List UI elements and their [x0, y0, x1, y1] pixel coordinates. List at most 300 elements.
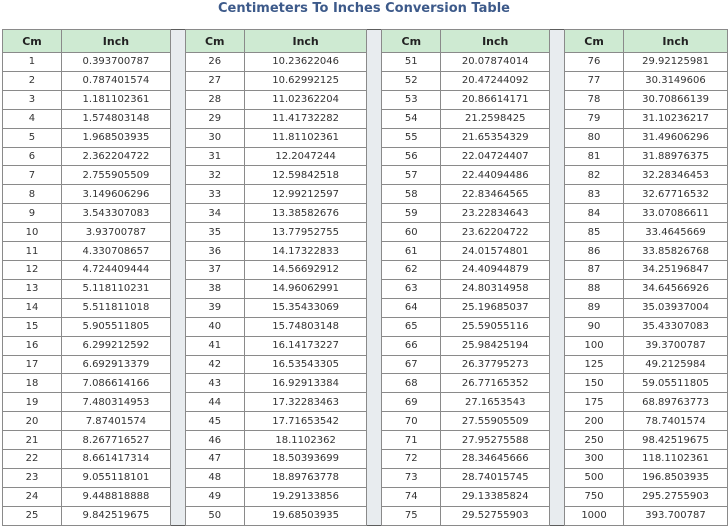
table-row — [382, 71, 550, 90]
inch-value: 2.755905509 — [61, 166, 170, 185]
inch-value: 17.71653542 — [244, 412, 367, 431]
table-row — [382, 412, 550, 431]
table-row — [185, 450, 367, 469]
inch-value: 23.22834643 — [441, 204, 550, 223]
table-row — [565, 204, 728, 223]
inch-value: 35.43307083 — [624, 317, 728, 336]
cm-value: 4 — [3, 109, 62, 128]
cm-value: 49 — [185, 487, 244, 506]
cm-value: 55 — [382, 128, 441, 147]
table-row — [185, 90, 367, 109]
table-row — [382, 223, 550, 242]
cm-value: 69 — [382, 393, 441, 412]
cm-value: 12 — [3, 260, 62, 279]
inch-value: 3.543307083 — [61, 204, 170, 223]
table-row — [382, 431, 550, 450]
cm-value: 33 — [185, 185, 244, 204]
table-row — [185, 166, 367, 185]
inch-value: 12.59842518 — [244, 166, 367, 185]
table-row — [382, 109, 550, 128]
inch-value: 10.23622046 — [244, 53, 367, 72]
table-row — [185, 279, 367, 298]
inch-value: 1.574803148 — [61, 109, 170, 128]
cm-value: 1 — [3, 53, 62, 72]
header-row — [565, 30, 728, 53]
cm-value: 29 — [185, 109, 244, 128]
table-row — [3, 279, 171, 298]
cm-value: 42 — [185, 355, 244, 374]
inch-value: 14.96062991 — [244, 279, 367, 298]
table-row — [382, 374, 550, 393]
table-row — [185, 185, 367, 204]
table-row — [3, 185, 171, 204]
table-row — [3, 53, 171, 72]
cm-value: 15 — [3, 317, 62, 336]
table-row — [185, 355, 367, 374]
cm-value: 35 — [185, 223, 244, 242]
cm-value: 25 — [3, 506, 62, 525]
table-row — [185, 412, 367, 431]
column-header-inch: Inch — [61, 30, 170, 53]
inch-value: 33.4645669 — [624, 223, 728, 242]
inch-value: 9.448818888 — [61, 487, 170, 506]
cm-value: 10 — [3, 223, 62, 242]
table-row — [565, 147, 728, 166]
conversion-table-1 — [2, 29, 171, 526]
table-separator — [367, 29, 381, 526]
cm-value: 7 — [3, 166, 62, 185]
cm-value: 24 — [3, 487, 62, 506]
cm-value: 71 — [382, 431, 441, 450]
cm-value: 66 — [382, 336, 441, 355]
inch-value: 11.81102361 — [244, 128, 367, 147]
cm-value: 30 — [185, 128, 244, 147]
table-separator — [171, 29, 185, 526]
cm-value: 17 — [3, 355, 62, 374]
inch-value: 32.67716532 — [624, 185, 728, 204]
cm-value: 100 — [565, 336, 624, 355]
cm-value: 40 — [185, 317, 244, 336]
inch-value: 27.95275588 — [441, 431, 550, 450]
inch-value: 31.10236217 — [624, 109, 728, 128]
inch-value: 39.3700787 — [624, 336, 728, 355]
cm-value: 90 — [565, 317, 624, 336]
table-row — [185, 204, 367, 223]
cm-value: 72 — [382, 450, 441, 469]
inch-value: 4.330708657 — [61, 242, 170, 261]
inch-value: 13.77952755 — [244, 223, 367, 242]
cm-value: 75 — [382, 506, 441, 525]
table-row — [382, 53, 550, 72]
cm-value: 56 — [382, 147, 441, 166]
inch-value: 12.99212597 — [244, 185, 367, 204]
inch-value: 13.38582676 — [244, 204, 367, 223]
page-title: Centimeters To Inches Conversion Table — [218, 1, 510, 16]
inch-value: 196.8503935 — [624, 468, 728, 487]
cm-value: 84 — [565, 204, 624, 223]
cm-value: 16 — [3, 336, 62, 355]
conversion-tables — [2, 29, 728, 526]
table-row — [382, 166, 550, 185]
inch-value: 1.968503935 — [61, 128, 170, 147]
inch-value: 4.724409444 — [61, 260, 170, 279]
inch-value: 3.149606296 — [61, 185, 170, 204]
cm-value: 81 — [565, 147, 624, 166]
inch-value: 118.1102361 — [624, 450, 728, 469]
header-row — [185, 30, 367, 53]
table-row — [185, 242, 367, 261]
inch-value: 25.19685037 — [441, 298, 550, 317]
cm-value: 73 — [382, 468, 441, 487]
inch-value: 18.89763778 — [244, 468, 367, 487]
table-row — [565, 431, 728, 450]
header-row — [3, 30, 171, 53]
table-row — [382, 317, 550, 336]
cm-value: 68 — [382, 374, 441, 393]
column-header-cm: Cm — [565, 30, 624, 53]
table-row — [382, 450, 550, 469]
cm-value: 21 — [3, 431, 62, 450]
inch-value: 22.04724407 — [441, 147, 550, 166]
table-row — [382, 242, 550, 261]
inch-value: 25.59055116 — [441, 317, 550, 336]
inch-value: 28.74015745 — [441, 468, 550, 487]
table-row — [382, 487, 550, 506]
cm-value: 80 — [565, 128, 624, 147]
cm-value: 22 — [3, 450, 62, 469]
cm-value: 67 — [382, 355, 441, 374]
cm-value: 6 — [3, 147, 62, 166]
cm-value: 70 — [382, 412, 441, 431]
cm-value: 60 — [382, 223, 441, 242]
column-header-cm: Cm — [382, 30, 441, 53]
cm-value: 14 — [3, 298, 62, 317]
cm-value: 65 — [382, 317, 441, 336]
cm-value: 52 — [382, 71, 441, 90]
table-row — [3, 355, 171, 374]
cm-value: 74 — [382, 487, 441, 506]
table-row — [3, 393, 171, 412]
inch-value: 30.70866139 — [624, 90, 728, 109]
inch-value: 22.44094486 — [441, 166, 550, 185]
cm-value: 125 — [565, 355, 624, 374]
table-row — [3, 468, 171, 487]
cm-value: 200 — [565, 412, 624, 431]
conversion-table-3 — [381, 29, 550, 526]
inch-value: 19.29133856 — [244, 487, 367, 506]
inch-value: 25.98425194 — [441, 336, 550, 355]
inch-value: 20.86614171 — [441, 90, 550, 109]
table-row — [565, 487, 728, 506]
cm-value: 23 — [3, 468, 62, 487]
inch-value: 11.02362204 — [244, 90, 367, 109]
cm-value: 45 — [185, 412, 244, 431]
column-header-inch: Inch — [441, 30, 550, 53]
cm-value: 43 — [185, 374, 244, 393]
inch-value: 295.2755903 — [624, 487, 728, 506]
table-row — [565, 506, 728, 525]
table-row — [3, 90, 171, 109]
cm-value: 28 — [185, 90, 244, 109]
table-row — [382, 185, 550, 204]
inch-value: 34.64566926 — [624, 279, 728, 298]
cm-value: 39 — [185, 298, 244, 317]
inch-value: 19.68503935 — [244, 506, 367, 525]
table-row — [565, 109, 728, 128]
table-row — [382, 279, 550, 298]
inch-value: 26.37795273 — [441, 355, 550, 374]
inch-value: 0.787401574 — [61, 71, 170, 90]
cm-value: 37 — [185, 260, 244, 279]
table-row — [3, 166, 171, 185]
cm-value: 20 — [3, 412, 62, 431]
inch-value: 0.393700787 — [61, 53, 170, 72]
cm-value: 32 — [185, 166, 244, 185]
cm-value: 34 — [185, 204, 244, 223]
inch-value: 9.055118101 — [61, 468, 170, 487]
table-row — [185, 317, 367, 336]
table-row — [185, 336, 367, 355]
inch-value: 8.267716527 — [61, 431, 170, 450]
table-row — [382, 506, 550, 525]
table-row — [565, 128, 728, 147]
inch-value: 7.87401574 — [61, 412, 170, 431]
table-row — [185, 393, 367, 412]
cm-value: 79 — [565, 109, 624, 128]
inch-value: 5.118110231 — [61, 279, 170, 298]
cm-value: 59 — [382, 204, 441, 223]
inch-value: 24.40944879 — [441, 260, 550, 279]
cm-value: 62 — [382, 260, 441, 279]
table-row — [382, 90, 550, 109]
table-row — [382, 260, 550, 279]
cm-value: 64 — [382, 298, 441, 317]
table-row — [185, 147, 367, 166]
cm-value: 27 — [185, 71, 244, 90]
inch-value: 20.07874014 — [441, 53, 550, 72]
cm-value: 250 — [565, 431, 624, 450]
table-row — [185, 468, 367, 487]
cm-value: 41 — [185, 336, 244, 355]
table-row — [3, 223, 171, 242]
inch-value: 3.93700787 — [61, 223, 170, 242]
inch-value: 2.362204722 — [61, 147, 170, 166]
table-row — [565, 393, 728, 412]
table-row — [3, 109, 171, 128]
table-row — [185, 298, 367, 317]
inch-value: 21.65354329 — [441, 128, 550, 147]
cm-value: 300 — [565, 450, 624, 469]
table-row — [565, 317, 728, 336]
conversion-table-4 — [564, 29, 728, 526]
inch-value: 16.14173227 — [244, 336, 367, 355]
cm-value: 51 — [382, 53, 441, 72]
cm-value: 8 — [3, 185, 62, 204]
inch-value: 6.299212592 — [61, 336, 170, 355]
cm-value: 82 — [565, 166, 624, 185]
cm-value: 11 — [3, 242, 62, 261]
table-row — [3, 317, 171, 336]
table-row — [565, 374, 728, 393]
inch-value: 28.34645666 — [441, 450, 550, 469]
table-row — [185, 128, 367, 147]
table-row — [382, 468, 550, 487]
cm-value: 150 — [565, 374, 624, 393]
cm-value: 47 — [185, 450, 244, 469]
cm-value: 86 — [565, 242, 624, 261]
inch-value: 20.47244092 — [441, 71, 550, 90]
inch-value: 5.905511805 — [61, 317, 170, 336]
table-row — [565, 279, 728, 298]
cm-value: 750 — [565, 487, 624, 506]
column-header-cm: Cm — [185, 30, 244, 53]
table-row — [185, 53, 367, 72]
inch-value: 33.07086611 — [624, 204, 728, 223]
inch-value: 7.480314953 — [61, 393, 170, 412]
cm-value: 50 — [185, 506, 244, 525]
cm-value: 36 — [185, 242, 244, 261]
inch-value: 1.181102361 — [61, 90, 170, 109]
inch-value: 15.35433069 — [244, 298, 367, 317]
table-row — [565, 185, 728, 204]
inch-value: 27.1653543 — [441, 393, 550, 412]
table-row — [565, 412, 728, 431]
table-row — [3, 147, 171, 166]
column-header-inch: Inch — [244, 30, 367, 53]
inch-value: 12.2047244 — [244, 147, 367, 166]
inch-value: 7.086614166 — [61, 374, 170, 393]
table-row — [3, 71, 171, 90]
table-row — [3, 242, 171, 261]
table-row — [3, 204, 171, 223]
header-row — [382, 30, 550, 53]
table-row — [382, 298, 550, 317]
cm-value: 44 — [185, 393, 244, 412]
cm-value: 46 — [185, 431, 244, 450]
inch-value: 29.52755903 — [441, 506, 550, 525]
inch-value: 33.85826768 — [624, 242, 728, 261]
inch-value: 29.13385824 — [441, 487, 550, 506]
inch-value: 31.49606296 — [624, 128, 728, 147]
table-separator — [550, 29, 564, 526]
table-row — [3, 450, 171, 469]
cm-value: 13 — [3, 279, 62, 298]
table-row — [185, 374, 367, 393]
inch-value: 78.7401574 — [624, 412, 728, 431]
cm-value: 26 — [185, 53, 244, 72]
table-row — [3, 487, 171, 506]
inch-value: 15.74803148 — [244, 317, 367, 336]
inch-value: 14.17322833 — [244, 242, 367, 261]
cm-value: 61 — [382, 242, 441, 261]
table-row — [382, 355, 550, 374]
cm-value: 175 — [565, 393, 624, 412]
table-row — [382, 128, 550, 147]
inch-value: 8.661417314 — [61, 450, 170, 469]
table-row — [185, 431, 367, 450]
inch-value: 16.92913384 — [244, 374, 367, 393]
inch-value: 23.62204722 — [441, 223, 550, 242]
table-row — [185, 71, 367, 90]
inch-value: 11.41732282 — [244, 109, 367, 128]
cm-value: 1000 — [565, 506, 624, 525]
cm-value: 58 — [382, 185, 441, 204]
table-row — [565, 90, 728, 109]
inch-value: 24.80314958 — [441, 279, 550, 298]
table-row — [185, 487, 367, 506]
cm-value: 53 — [382, 90, 441, 109]
cm-value: 76 — [565, 53, 624, 72]
cm-value: 77 — [565, 71, 624, 90]
cm-value: 54 — [382, 109, 441, 128]
table-row — [3, 298, 171, 317]
table-row — [382, 336, 550, 355]
cm-value: 87 — [565, 260, 624, 279]
column-header-cm: Cm — [3, 30, 62, 53]
inch-value: 98.42519675 — [624, 431, 728, 450]
cm-value: 85 — [565, 223, 624, 242]
inch-value: 5.511811018 — [61, 298, 170, 317]
cm-value: 78 — [565, 90, 624, 109]
cm-value: 63 — [382, 279, 441, 298]
inch-value: 9.842519675 — [61, 506, 170, 525]
table-row — [565, 468, 728, 487]
inch-value: 22.83464565 — [441, 185, 550, 204]
table-row — [565, 298, 728, 317]
conversion-table-2 — [185, 29, 368, 526]
inch-value: 10.62992125 — [244, 71, 367, 90]
inch-value: 26.77165352 — [441, 374, 550, 393]
inch-value: 31.88976375 — [624, 147, 728, 166]
table-row — [382, 204, 550, 223]
table-row — [565, 260, 728, 279]
cm-value: 2 — [3, 71, 62, 90]
cm-value: 57 — [382, 166, 441, 185]
cm-value: 88 — [565, 279, 624, 298]
inch-value: 29.92125981 — [624, 53, 728, 72]
cm-value: 31 — [185, 147, 244, 166]
cm-value: 3 — [3, 90, 62, 109]
inch-value: 6.692913379 — [61, 355, 170, 374]
table-row — [3, 128, 171, 147]
cm-value: 19 — [3, 393, 62, 412]
table-row — [3, 431, 171, 450]
cm-value: 48 — [185, 468, 244, 487]
table-row — [565, 53, 728, 72]
inch-value: 32.28346453 — [624, 166, 728, 185]
table-row — [565, 223, 728, 242]
inch-value: 49.2125984 — [624, 355, 728, 374]
table-row — [565, 450, 728, 469]
table-row — [185, 109, 367, 128]
cm-value: 500 — [565, 468, 624, 487]
table-row — [3, 506, 171, 525]
inch-value: 34.25196847 — [624, 260, 728, 279]
table-row — [185, 260, 367, 279]
cm-value: 5 — [3, 128, 62, 147]
table-row — [565, 355, 728, 374]
inch-value: 59.05511805 — [624, 374, 728, 393]
inch-value: 393.700787 — [624, 506, 728, 525]
table-row — [565, 166, 728, 185]
table-row — [185, 506, 367, 525]
table-row — [565, 71, 728, 90]
table-row — [3, 412, 171, 431]
cm-value: 89 — [565, 298, 624, 317]
table-row — [382, 147, 550, 166]
inch-value: 68.89763773 — [624, 393, 728, 412]
column-header-inch: Inch — [624, 30, 728, 53]
